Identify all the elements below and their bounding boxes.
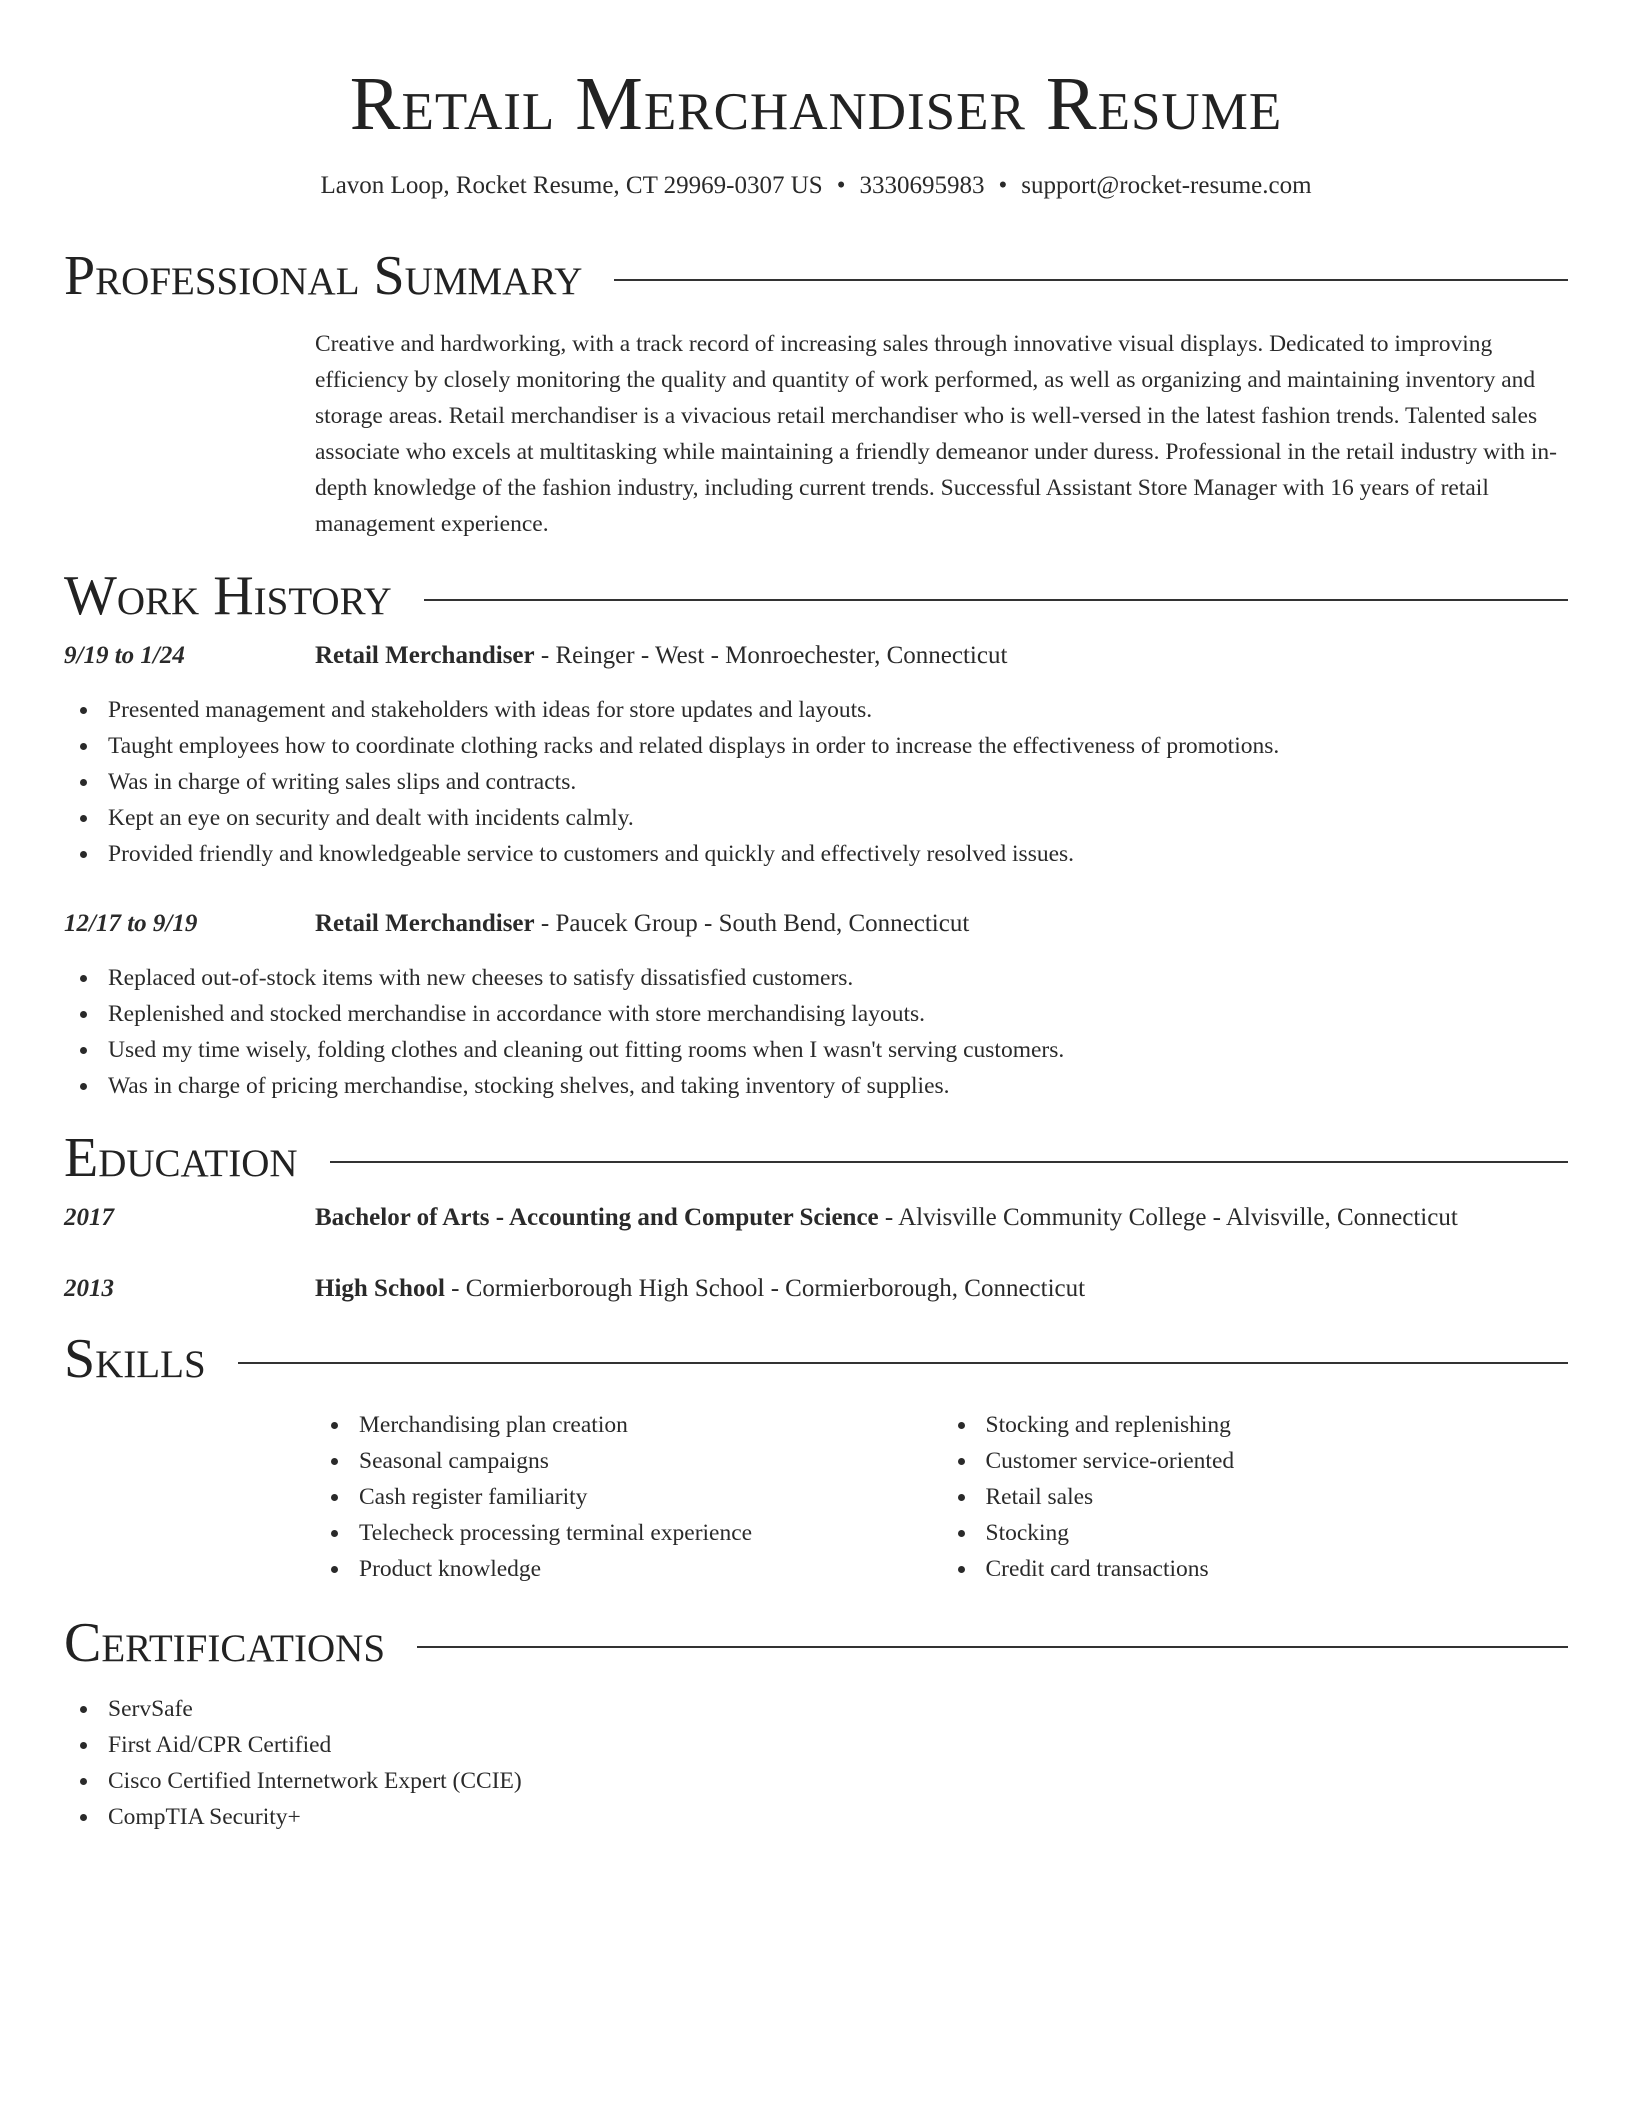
summary-text: Creative and hardworking, with a track record of increasing sales through innovative visual displays. Dedicated to improving efficiency by closely monitoring the quality and quantity of work performed, as well as organizing and maintaining inventory and storage areas. Retail merchandiser is a vivacious retail merchandiser who is well-versed in the latest fashion trends. Talented sales associate who excels at multitasking while maintaining a friendly demeanor under duress. Professional in the retail industry with in-depth knowledge of the fashion industry, including current trends. Successful Assistant Store Manager with 16 years of retail management experience. [315,331,1557,537]
job-dates: 12/17 to 9/19 [64,910,198,937]
contact-line [64,170,1568,202]
section-divider [417,1646,1568,1648]
education-section-header [64,1128,1568,1188]
certifications-section-header [64,1613,1568,1673]
contact-email: support@rocket-resume.com [1021,172,1312,199]
certification-item: Cisco Certified Internetwork Expert (CCIE) [64,1763,1568,1799]
skill-item: Retail sales [942,1479,1569,1515]
education-year: 2017 [64,1204,114,1231]
education-degree: Bachelor of Arts - Accounting and Computer Science [315,1204,879,1231]
section-divider [614,279,1568,281]
job-title-line [315,638,1007,674]
skill-item: Cash register familiarity [315,1479,942,1515]
job-bullets [64,692,1568,872]
contact-separator: • [836,172,846,199]
skills-list-left [315,1407,942,1587]
education-school: - Alvisville Community College - Alvisville, Connecticut [878,1204,1458,1231]
certification-item: First Aid/CPR Certified [64,1727,1568,1763]
job-bullet: Provided friendly and knowledgeable service to customers and quickly and effectively resolved issues. [64,836,1568,872]
skills-list-right [942,1407,1569,1587]
education-line [315,1200,1458,1236]
job-title: Retail Merchandiser [315,642,535,669]
job-bullet: Taught employees how to coordinate clothing racks and related displays in order to increase the effectiveness of promotions. [64,728,1568,764]
skills-columns [315,1407,1568,1587]
job-entry [64,638,1568,872]
job-employer: - Reinger - West - Monroechester, Connecticut [534,642,1008,669]
work-section-header [64,566,1568,626]
job-bullets [64,960,1568,1104]
section-divider [238,1362,1568,1364]
job-bullet: Presented management and stakeholders with ideas for store updates and layouts. [64,692,1568,728]
education-year: 2013 [64,1275,114,1302]
skill-item: Seasonal campaigns [315,1443,942,1479]
job-bullet: Was in charge of writing sales slips and contracts. [64,764,1568,800]
job-header [64,906,1568,942]
job-bullet: Was in charge of pricing merchandise, stocking shelves, and taking inventory of supplies. [64,1068,1568,1104]
skills-section-header [64,1329,1568,1389]
resume-title: Retail Merchandiser Resume [349,62,1283,146]
education-school: - Cormierborough High School - Cormierborough, Connecticut [444,1275,1086,1302]
job-title-line [315,906,969,942]
job-bullet: Replaced out-of-stock items with new cheeses to satisfy dissatisfied customers. [64,960,1568,996]
education-entry [64,1200,1568,1236]
certification-item: CompTIA Security+ [64,1799,1568,1835]
education-heading: Education [64,1127,298,1189]
job-employer: - Paucek Group - South Bend, Connecticut [534,910,970,937]
work-heading: Work History [64,565,392,627]
job-bullet: Kept an eye on security and dealt with incidents calmly. [64,800,1568,836]
job-entry [64,906,1568,1104]
certifications-heading: Certifications [64,1612,386,1674]
skill-item: Stocking [942,1515,1569,1551]
job-bullet: Used my time wisely, folding clothes and cleaning out fitting rooms when I wasn't serving customers. [64,1032,1568,1068]
summary-heading: Professional Summary [64,245,583,307]
certifications-list [64,1691,1568,1835]
skills-heading: Skills [64,1328,206,1390]
section-divider [330,1161,1568,1163]
section-divider [424,599,1568,601]
job-dates: 9/19 to 1/24 [64,642,185,669]
skill-item: Stocking and replenishing [942,1407,1569,1443]
job-header [64,638,1568,674]
skill-item: Merchandising plan creation [315,1407,942,1443]
summary-section-header [64,246,1568,306]
education-degree: High School [315,1275,445,1302]
job-bullet: Replenished and stocked merchandise in accordance with store merchandising layouts. [64,996,1568,1032]
education-line [315,1271,1085,1307]
skill-item: Customer service-oriented [942,1443,1569,1479]
contact-address: Lavon Loop, Rocket Resume, CT 29969-0307 US [320,172,823,199]
education-entry [64,1271,1568,1307]
contact-phone: 3330695983 [859,172,985,199]
certification-item: ServSafe [64,1691,1568,1727]
skill-item: Credit card transactions [942,1551,1569,1587]
skill-item: Product knowledge [315,1551,942,1587]
job-title: Retail Merchandiser [315,910,535,937]
contact-separator: • [998,172,1008,199]
skill-item: Telecheck processing terminal experience [315,1515,942,1551]
